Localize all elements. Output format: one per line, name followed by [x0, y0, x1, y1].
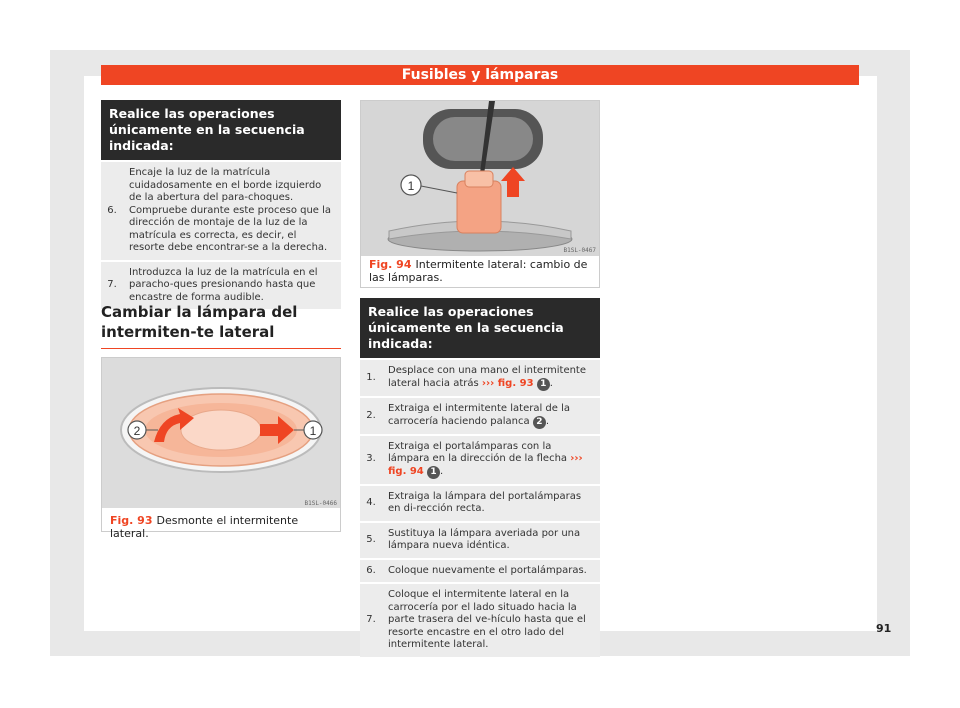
- figure-reference-link[interactable]: ››› fig. 93: [481, 377, 534, 389]
- callout-badge: 1: [537, 378, 550, 391]
- step-text-tail: .: [549, 377, 553, 389]
- step-text: Introduzca la luz de la matrícula en el paracho-ques presionando hasta que encastre de forma audible.: [123, 261, 341, 310]
- step-text: [382, 359, 600, 397]
- step-text-main: Extraiga el intermitente lateral de la carrocería haciendo palanca: [388, 403, 571, 427]
- step-number: 3.: [360, 435, 382, 485]
- step-row: [360, 435, 600, 485]
- step-number: 4.: [360, 485, 382, 522]
- step-row: [360, 485, 600, 522]
- figure-93: [101, 357, 341, 540]
- figure-caption: [110, 514, 334, 540]
- chapter-header: Fusibles y lámparas: [101, 65, 859, 85]
- side-indicator-illustration: [102, 358, 340, 508]
- step-text: [382, 435, 600, 485]
- step-text-tail: .: [545, 415, 550, 427]
- page-number: 91: [876, 622, 892, 635]
- steps-table: [360, 358, 600, 657]
- step-row: [360, 559, 600, 584]
- figure-reference-link[interactable]: ››› fig. 94: [388, 453, 583, 477]
- step-number: 5.: [360, 522, 382, 559]
- step-number: 6.: [101, 161, 123, 261]
- steps-table: [101, 160, 341, 309]
- caption-text: Intermitente lateral: cambio de las lámparas.: [369, 258, 588, 284]
- right-steps-box: [360, 298, 600, 657]
- step-text: [382, 397, 600, 435]
- figure-code: B1SL-0467: [563, 247, 596, 254]
- callout-1: 1: [309, 424, 317, 438]
- figure-94: [360, 100, 600, 288]
- step-row: [360, 359, 600, 397]
- step-number: 1.: [360, 359, 382, 397]
- section-title: Cambiar la lámpara del intermiten-te lateral: [101, 302, 341, 349]
- step-text: Coloque nuevamente el portalámparas.: [382, 559, 600, 584]
- step-text-tail: .: [439, 465, 444, 477]
- steps-heading: Realice las operaciones únicamente en la secuencia indicada:: [101, 100, 341, 160]
- step-number: 6.: [360, 559, 382, 584]
- caption-text: Desmonte el intermitente lateral.: [110, 514, 299, 540]
- step-number: 2.: [360, 397, 382, 435]
- callout-badge: 2: [533, 416, 546, 429]
- figure-label: Fig. 93: [110, 514, 153, 527]
- step-text-main: Extraiga el portalámparas con la lámpara en la dirección de la flecha: [388, 440, 568, 464]
- step-number: 7.: [101, 261, 123, 310]
- figure-code: B1SL-0466: [304, 500, 337, 507]
- step-text: Sustituya la lámpara averiada por una lámpara nueva idéntica.: [382, 522, 600, 559]
- step-row: [360, 522, 600, 559]
- step-row: [360, 583, 600, 657]
- left-steps-box: [101, 100, 341, 309]
- callout-1: 1: [407, 179, 415, 193]
- bulb-holder-illustration: [361, 101, 599, 256]
- step-text: Extraiga la lámpara del portalámparas en di-rección recta.: [382, 485, 600, 522]
- step-number: 7.: [360, 583, 382, 657]
- step-text: Coloque el intermitente lateral en la carrocería por el lado situado hacia la parte trasera del ve-hículo hasta que el resorte encastre en el otro lado del intermitente lateral.: [382, 583, 600, 657]
- figure-caption: [369, 258, 593, 284]
- steps-heading: Realice las operaciones únicamente en la secuencia indicada:: [360, 298, 600, 358]
- callout-badge: 1: [427, 466, 440, 479]
- figure-label: Fig. 94: [369, 258, 412, 271]
- callout-2: 2: [133, 424, 141, 438]
- step-row: [360, 397, 600, 435]
- step-text: Encaje la luz de la matrícula cuidadosamente en el borde izquierdo de la abertura del para-choques. Compruebe durante este proceso que la dirección de montaje de la luz de la matrícula es correcta, es decir, el resorte debe encontrar-se a la derecha.: [123, 161, 341, 261]
- step-text-main: Desplace con una mano el intermitente lateral hacia atrás: [388, 365, 587, 389]
- step-row: [101, 161, 341, 261]
